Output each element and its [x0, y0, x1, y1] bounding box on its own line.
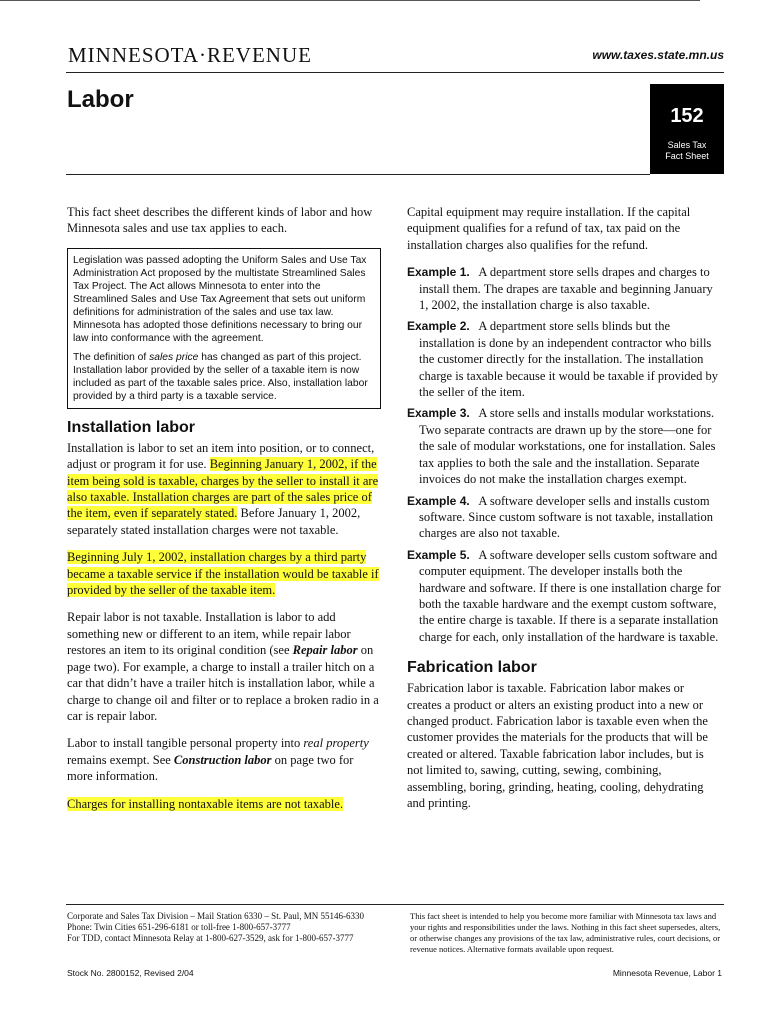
- page-title: Labor: [67, 86, 134, 113]
- example-item: Example 5. A software developer sells custom software and computer equipment. The developer installs both the hardware and software. If there is one installation charge for both the taxable hardware and the exempt custom software, the entire charge is taxable. If there is a separate installation charge for each, only installation of the hardware is taxable.: [407, 547, 721, 644]
- highlight-nontaxable: Charges for installing nontaxable items are not taxable.: [67, 796, 344, 811]
- masthead-logo: MINNESOTA·REVENUE: [68, 43, 312, 67]
- page-footer-label: Minnesota Revenue, Labor 1: [612, 968, 722, 978]
- repair-labor-paragraph: Repair labor is not taxable. Installation is labor to add something new or different to an item, while repair labor restores an item to its original condition (see Repair labor on page two). For example, a charge to install a trailer hitch on a car that didn’t have a trailer hitch is installation labor, while a charge to change oil and filter or to replace a broken radio in a car is repair labor.: [67, 610, 379, 723]
- notice-paragraph-2: The definition of sales price has changed as part of this project. Installation labor provided by the seller of a taxable item is now included as part of the taxable sales price. Also, installation labor provided by a third party is a taxable service.: [73, 351, 368, 402]
- stock-number: Stock No. 2800152, Revised 2/04: [67, 968, 194, 978]
- example-item: Example 3. A store sells and installs modular workstations. Two separate contracts are drawn up by the store—one for the sale of modular workstations, one for installation. Sales tax applies to both the sale and the installation. Separate invoices do not make the installation charges exempt.: [407, 406, 716, 487]
- capital-equipment-paragraph: Capital equipment may require installation. If the capital equipment qualifies for a refund of tax, tax paid on the installation charges also qualifies for the refund.: [407, 205, 691, 252]
- fact-sheet-number: 152: [670, 105, 704, 127]
- construction-labor-reference[interactable]: Construction labor: [173, 752, 272, 767]
- website-url[interactable]: www.taxes.state.mn.us: [592, 48, 724, 62]
- left-column: [67, 204, 381, 823]
- third-party-paragraph: [67, 549, 381, 598]
- badge-line-2: Fact Sheet: [665, 151, 709, 161]
- installation-paragraph: Installation is labor to set an item into position, or to connect, adjust or program it for use. Beginning January 1, 2002, if the item being sold is taxable, charges by the seller to install it are also taxable. Installation charges are part of the sales price of the item, even if separately stated. Before January 1, 2002, separately stated installation charges were not taxable.: [67, 440, 379, 537]
- contact-info: Corporate and Sales Tax Division – Mail Station 6330 – St. Paul, MN 55146-6330 Phone: Twin Cities 651-296-6181 or toll-free 1-800-657-3777 For TDD, contact Minnesota Relay at 1-800-627-3529, ask for 1-800-657-3777: [67, 911, 364, 943]
- fact-sheet-badge: [650, 84, 724, 174]
- repair-labor-reference[interactable]: Repair labor: [292, 643, 358, 658]
- heading-installation-labor: Installation labor: [67, 418, 196, 436]
- disclaimer-text: This fact sheet is intended to help you become more familiar with Minnesota tax laws and your rights and responsibilities under the laws. Nothing in this fact sheet supersedes, alters, or otherwise changes any provisions of the tax law, administrative rules, court decisions, or revenue notices. Alternative formats available upon request.: [410, 911, 721, 954]
- legislation-notice-box: [67, 248, 381, 409]
- notice-paragraph-1: Legislation was passed adopting the Uniform Sales and Use Tax Administration Act proposed by the multistate Streamlined Sales Tax Project. The Act allows Minnesota to enter into the Streamlined Sales and Use Tax Agreement that sets out uniform definitions for administration of the sales and use tax law. Minnesota has adopted those definitions necessary to bring our law into conformance with the agreement.: [73, 254, 367, 344]
- badge-line-1: Sales Tax: [667, 140, 707, 150]
- top-border-line: [0, 0, 700, 1]
- title-divider: [66, 174, 650, 175]
- example-item: Example 1. A department store sells drapes and charges to install them. The drapes are taxable and beginning January 1, 2002, the installation charge is also taxable.: [407, 265, 713, 313]
- fabrication-paragraph: Fabrication labor is taxable. Fabrication labor makes or creates a product or alters an existing product into a new or changed product. Fabrication labor is taxable even when the customer provides the materials for the products that will be created or altered. Taxable fabrication labor includes, but is not limited to, sawing, cutting, sewing, combining, assembling, boring, grinding, heating, cooling, dehydrating and printing.: [407, 681, 708, 810]
- highlight-july-2002: Beginning July 1, 2002, installation charges by a third party became a taxable service if the installation would be taxable if provided by the seller of the taxable item.: [67, 550, 379, 598]
- header-divider: [66, 72, 724, 73]
- intro-paragraph: This fact sheet describes the different kinds of labor and how Minnesota sales and use tax applies to each.: [67, 205, 373, 236]
- heading-fabrication-labor: Fabrication labor: [407, 659, 537, 677]
- real-property-paragraph: Labor to install tangible personal property into real property remains exempt. See Construction labor on page two for more information.: [67, 736, 369, 784]
- right-column: [407, 204, 721, 822]
- footer-divider: [66, 904, 724, 905]
- example-item: Example 2. A department store sells blinds but the installation is done by an independent contractor who bills the customer directly for the installation. The installation charge is taxable because it would be taxable if provided by the seller of the item.: [407, 319, 718, 400]
- nontaxable-paragraph: [67, 796, 381, 812]
- example-item: Example 4. A software developer sells and installs custom software. Since custom software is not taxable, installation charges are also not taxable.: [407, 493, 714, 541]
- highlight-jan-2002: Beginning January 1, 2002, if the item being sold is taxable, charges by the seller to install it are also taxable. Installation charges are part of the sales price of the item, even if separately stated.: [67, 457, 379, 521]
